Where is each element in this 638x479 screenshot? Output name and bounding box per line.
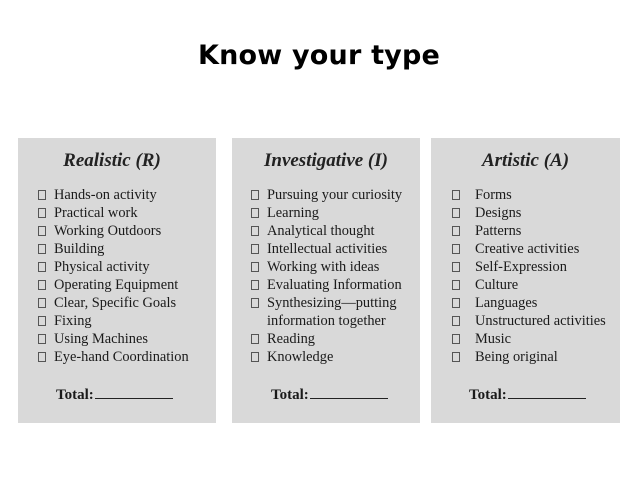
checkbox-icon[interactable] [452, 352, 460, 362]
checklist-item: Patterns [452, 222, 606, 240]
artistic-card [431, 138, 620, 423]
checkbox-icon[interactable] [38, 190, 46, 200]
checklist-item: Pursuing your curiosity [251, 186, 402, 204]
checkbox-icon[interactable] [452, 316, 460, 326]
checklist-item: Learning [251, 204, 402, 222]
checklist [38, 186, 189, 366]
checklist-item: Practical work [38, 204, 189, 222]
checkbox-icon[interactable] [251, 244, 259, 254]
checkbox-icon[interactable] [251, 208, 259, 218]
checklist-item: Reading [251, 330, 402, 348]
checkbox-icon[interactable] [452, 334, 460, 344]
total-field [271, 384, 388, 404]
checklist-item: Self-Expression [452, 258, 606, 276]
checklist-item: Analytical thought [251, 222, 402, 240]
checkbox-icon[interactable] [38, 316, 46, 326]
checklist-item: Designs [452, 204, 606, 222]
checkbox-icon[interactable] [452, 298, 460, 308]
total-blank-line[interactable] [95, 384, 173, 399]
checkbox-icon[interactable] [38, 334, 46, 344]
total-label: Total: [469, 387, 507, 403]
checklist-item: Eye-hand Coordination [38, 348, 189, 366]
checklist-item: Forms [452, 186, 606, 204]
checkbox-icon[interactable] [251, 352, 259, 362]
checklist-item: Fixing [38, 312, 189, 330]
checklist-item: Working Outdoors [38, 222, 189, 240]
checkbox-icon[interactable] [452, 226, 460, 236]
checklist-item: Synthesizing—putting [251, 294, 402, 312]
checkbox-icon[interactable] [38, 298, 46, 308]
checkbox-icon[interactable] [251, 190, 259, 200]
checklist-item: Languages [452, 294, 606, 312]
checklist-item: Clear, Specific Goals [38, 294, 189, 312]
checkbox-icon[interactable] [251, 298, 259, 308]
checklist-item: Building [38, 240, 189, 258]
checkbox-icon[interactable] [452, 208, 460, 218]
checkbox-icon[interactable] [452, 244, 460, 254]
checklist-item: Hands-on activity [38, 186, 189, 204]
checkbox-icon[interactable] [251, 280, 259, 290]
checklist-item: Creative activities [452, 240, 606, 258]
checkbox-icon[interactable] [38, 280, 46, 290]
checklist-item: Physical activity [38, 258, 189, 276]
total-label: Total: [56, 387, 94, 403]
checkbox-icon[interactable] [251, 226, 259, 236]
checkbox-icon[interactable] [38, 352, 46, 362]
total-field [56, 384, 173, 404]
slide-title: Know your type [197, 40, 441, 71]
checklist-item: Working with ideas [251, 258, 402, 276]
checkbox-icon[interactable] [38, 226, 46, 236]
checklist-item: Operating Equipment [38, 276, 189, 294]
total-field [469, 384, 586, 404]
investigative-card [232, 138, 420, 423]
checkbox-icon[interactable] [38, 244, 46, 254]
checklist-item-continuation: information together [267, 313, 386, 329]
total-blank-line[interactable] [310, 384, 388, 399]
checklist-item: Evaluating Information [251, 276, 402, 294]
checklist-item: Culture [452, 276, 606, 294]
checkbox-icon[interactable] [452, 190, 460, 200]
checkbox-icon[interactable] [452, 280, 460, 290]
checkbox-icon[interactable] [38, 208, 46, 218]
checklist-item: Being original [452, 348, 606, 366]
checklist-item: Music [452, 330, 606, 348]
checklist-item: Unstructured activities [452, 312, 606, 330]
total-label: Total: [271, 387, 309, 403]
total-blank-line[interactable] [508, 384, 586, 399]
checkbox-icon[interactable] [251, 334, 259, 344]
checkbox-icon[interactable] [452, 262, 460, 272]
checklist [251, 186, 402, 366]
checklist-item: Knowledge [251, 348, 402, 366]
realistic-card [18, 138, 216, 423]
card-heading: Realistic (R) [63, 150, 161, 171]
checklist [452, 186, 606, 366]
checklist-item: Using Machines [38, 330, 189, 348]
checkbox-icon[interactable] [38, 262, 46, 272]
card-heading: Artistic (A) [481, 150, 570, 171]
checkbox-icon[interactable] [251, 262, 259, 272]
card-heading: Investigative (I) [263, 150, 388, 171]
checklist-item: Intellectual activities [251, 240, 402, 258]
